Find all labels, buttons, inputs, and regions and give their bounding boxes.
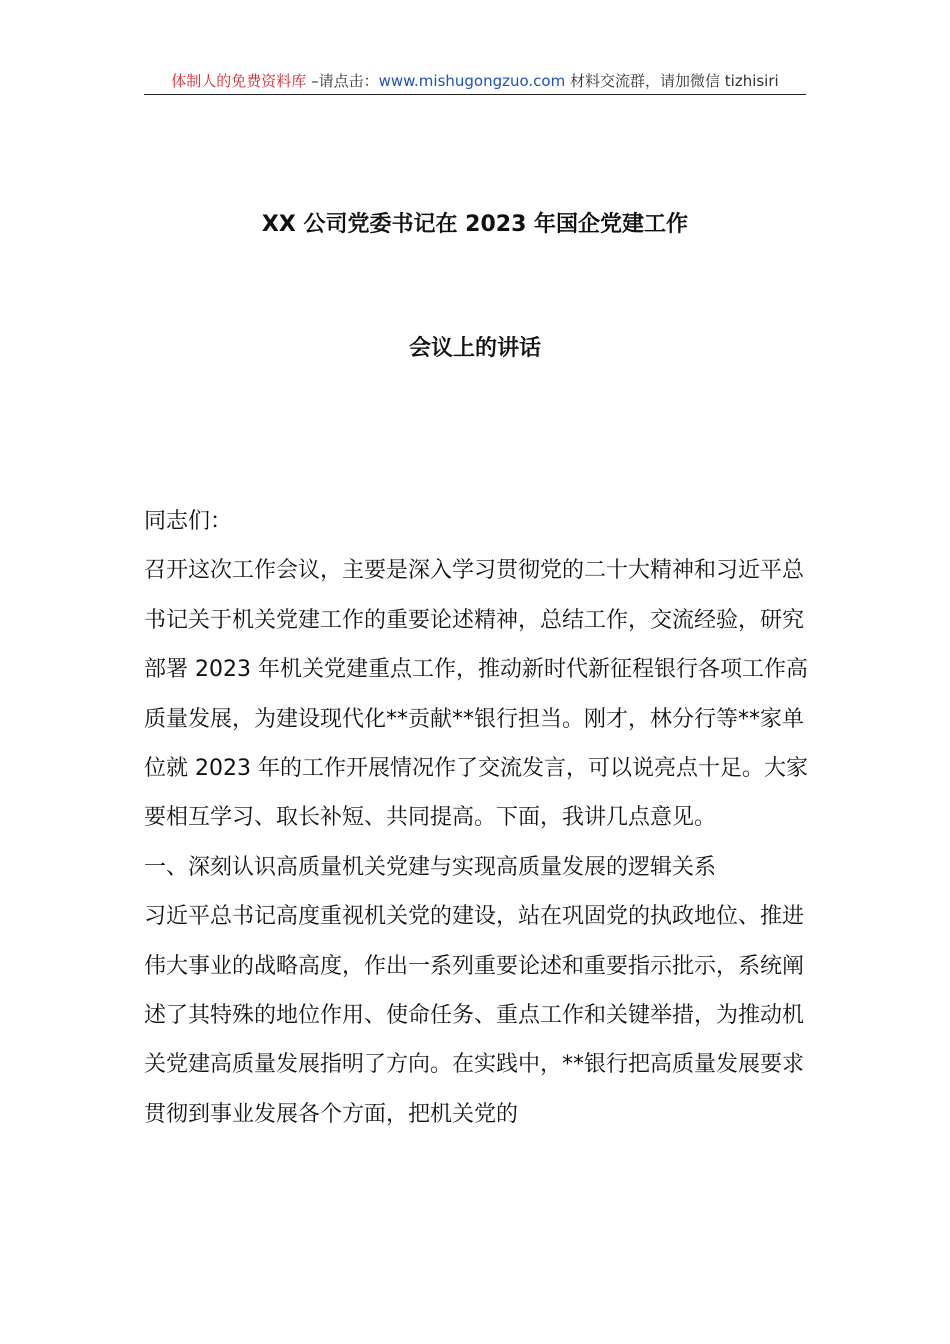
document-body — [144, 497, 808, 1139]
paragraph: 习近平总书记高度重视机关党的建设，站在巩固党的执政地位、推进伟大事业的战略高度，作出一系列重要论述和重要指示批示，系统阐述了其特殊的地位作用、使命任务、重点工作和关键举措，为推动机关党建高质量发展指明了方向。在实践中，**银行把高质量发展要求贯彻到事业发展各个方面，把机关党的 — [144, 904, 805, 1127]
document-title-line-1: XX 公司党委书记在 2023 年国企党建工作 — [261, 212, 689, 237]
header-contact: 材料交流群，请加微信 tizhisiri — [565, 72, 779, 90]
salutation: 同志们： — [144, 509, 233, 534]
section-heading: 一、深刻认识高质量机关党建与实现高质量发展的逻辑关系 — [144, 854, 717, 880]
header-prompt: –请点击： — [306, 72, 379, 90]
header-brand: 体制人的免费资料库 — [171, 72, 307, 90]
document-title-line-2: 会议上的讲话 — [408, 336, 541, 361]
header-link[interactable]: www.mishugongzuo.com — [378, 72, 566, 90]
page-header — [144, 70, 806, 95]
paragraph: 召开这次工作会议，主要是深入学习贯彻党的二十大精神和习近平总书记关于机关党建工作的重要论述精神，总结工作，交流经验，研究部署 2023 年机关党建重点工作，推动新时代新征程银行各项工作高质量发展，为建设现代化**贡献**银行担当。刚才，林分行等**家单位就 2023 年的工作开展情况作了交流发言，可以说亮点十足。大家要相互学习、取长补短、共同提高。下面，我讲几点意见。 — [144, 558, 808, 831]
